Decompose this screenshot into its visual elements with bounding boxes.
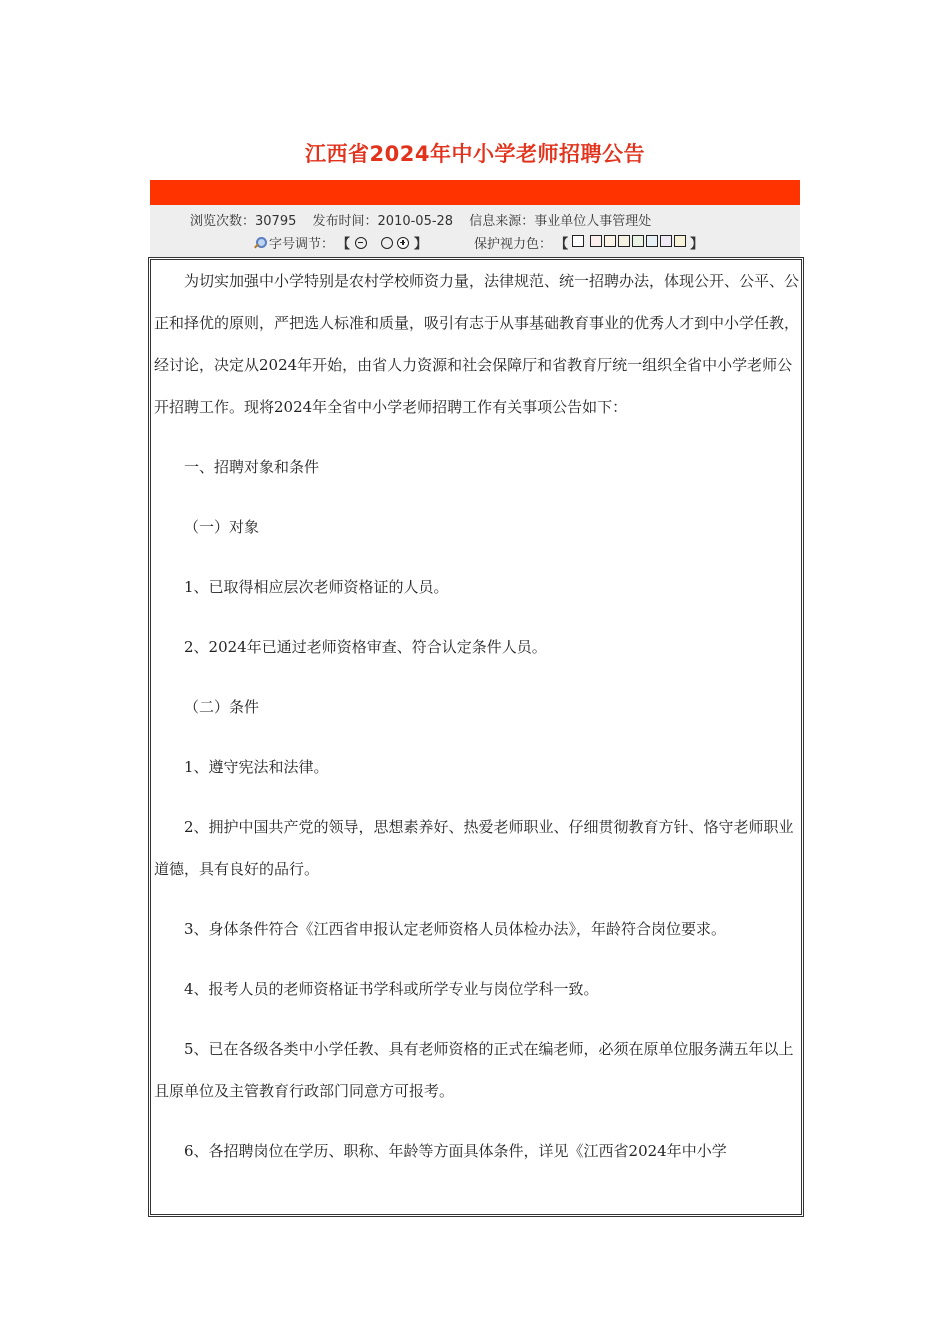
views-count: 30795	[255, 214, 297, 229]
color-swatch[interactable]	[660, 235, 672, 247]
paragraph-object-1: 1、已取得相应层次老师资格证的人员。	[184, 578, 449, 596]
paragraph-condition-1: 1、遵守宪法和法律。	[184, 758, 329, 776]
magnifier-icon	[253, 236, 267, 250]
views-label: 浏览次数：	[190, 214, 256, 229]
color-swatches	[571, 235, 687, 251]
publish-label: 发布时间：	[312, 214, 378, 229]
title-divider-bar	[150, 180, 800, 205]
tool-row	[253, 233, 706, 252]
bracket-open: 【	[337, 237, 351, 252]
color-swatch[interactable]	[646, 235, 658, 247]
page-title: 江西省2024年中小学老师招聘公告	[305, 142, 645, 166]
color-swatch[interactable]	[674, 235, 686, 247]
section-heading-1: 一、招聘对象和条件	[184, 458, 320, 476]
source-name: 事业单位人事管理处	[534, 214, 652, 229]
paragraph-intro: 为切实加强中小学特别是农村学校师资力量，法律规范、统一招聘办法，体现公开、公平、公正和择优的原则，严把选人标准和质量，吸引有志于从事基础教育事业的优秀人才到中小学任教，经讨论，决定从2024年开始，由省人力资源和社会保障厅和省教育厅统一组织全省中小学老师公开招聘工作。现将2024年全省中小学老师招聘工作有关事项公告如下：	[154, 272, 800, 416]
paragraph-condition-6: 6、各招聘岗位在学历、职称、年龄等方面具体条件，详见《江西省2024年中小学	[184, 1142, 727, 1160]
article-info-bar	[150, 205, 800, 257]
views-item	[190, 214, 296, 229]
decrease-font-icon[interactable]	[355, 237, 367, 249]
bracket-open-2: 【	[555, 237, 569, 252]
source-item	[469, 214, 651, 229]
article-content	[148, 257, 804, 1217]
paragraph-condition-5: 5、已在各级各类中小学任教、具有老师资格的正式在编老师，必须在原单位服务满五年以上且原单位及主管教育行政部门同意方可报考。	[154, 1040, 794, 1100]
paragraph-object-2: 2、2024年已通过老师资格审查、符合认定条件人员。	[184, 638, 547, 656]
paragraph-condition-3: 3、身体条件符合《江西省申报认定老师资格人员体检办法》，年龄符合岗位要求。	[184, 920, 727, 938]
increase-font-icon[interactable]	[397, 237, 409, 249]
color-swatch[interactable]	[572, 235, 584, 247]
publish-item	[313, 214, 454, 229]
font-size-label: 字号调节：	[269, 237, 335, 252]
publish-date: 2010-05-28	[377, 214, 454, 229]
paragraph-condition-4: 4、报考人员的老师资格证书学科或所学专业与岗位学科一致。	[184, 980, 599, 998]
bracket-close: 】	[414, 237, 428, 252]
subsection-heading-objects: （一）对象	[184, 518, 260, 536]
color-swatch[interactable]	[590, 235, 602, 247]
reset-font-icon[interactable]	[381, 237, 393, 249]
source-label: 信息来源：	[469, 214, 535, 229]
color-swatch[interactable]	[632, 235, 644, 247]
eye-color-label: 保护视力色：	[474, 237, 553, 252]
subsection-heading-conditions: （二）条件	[184, 698, 260, 716]
paragraph-condition-2: 2、拥护中国共产党的领导，思想素养好、热爱老师职业、仔细贯彻教育方针、恪守老师职业道德，具有良好的品行。	[154, 818, 794, 878]
color-swatch[interactable]	[618, 235, 630, 247]
bracket-close-2: 】	[690, 237, 704, 252]
meta-row	[190, 210, 663, 229]
color-swatch[interactable]	[604, 235, 616, 247]
